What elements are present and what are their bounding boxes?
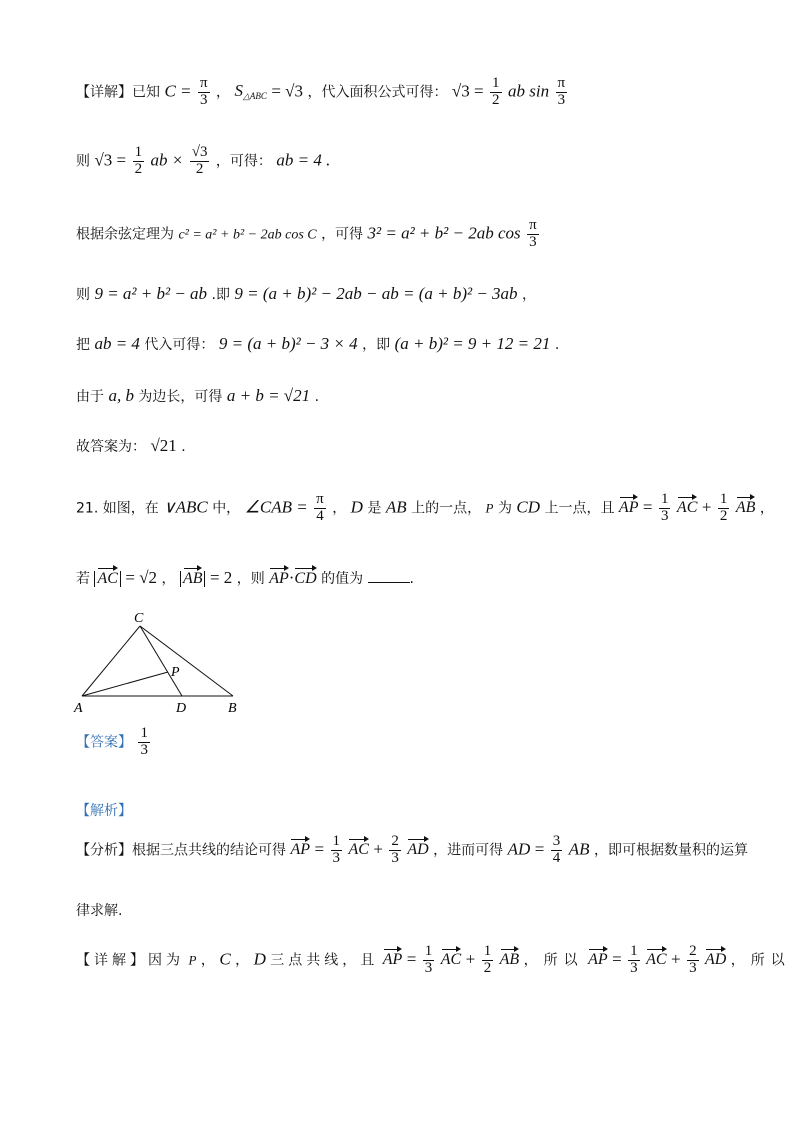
area-symbol: $S_{\triangle ABC}$ — [234, 81, 267, 102]
detail-line-1: 【详解】已知 C = $\frac{\pi}{3}$ ， $S_{\triangle ABC} = √3$ ，代入面积公式可得： √3 = $\frac{1}{2}$ ab sin $\frac{\pi}{3}$ — [76, 75, 566, 108]
segment-cb — [140, 626, 233, 696]
pi-over-3: $\frac{\pi}{3}$ — [199, 75, 208, 108]
analysis-line — [76, 800, 132, 820]
label-d: D — [176, 701, 187, 716]
label-p: P — [171, 665, 180, 680]
ab-result: ab = 4 . — [276, 150, 331, 170]
area-value: = √3 — [271, 81, 303, 101]
label-a: A — [74, 701, 83, 716]
detail-line-2: 则 √3 = $\frac{1}{2}$ ab × $\frac{√3}{2}$ ，可得： ab = 4 . — [76, 144, 331, 177]
answer-label: 【答案】 — [76, 734, 132, 751]
detail-line-3: 根据余弦定理为 c² = a² + b² − 2ab cos C ，可得 3² = a² + b² − 2ab cos $\frac{\pi}{3}$ — [76, 217, 537, 250]
detail-line-6: 由于 a, b 为边长，可得 a + b = √21 . — [76, 386, 320, 405]
question-number: 21. 如图，在 — [76, 500, 159, 517]
answer-line — [76, 726, 152, 759]
triangle-figure — [70, 608, 260, 718]
fenxi-line-2: 律求解. — [76, 903, 123, 919]
pi-over-3-b: $\frac{\pi}{3}$ — [557, 75, 566, 108]
question-21: 21. 如图，在 ∨ABC 中， ∠CAB = $\frac{\pi}{4}$ ， D 是 AB 上的一点， P 为 CD 上一点，且 AP = $\frac{1}{3}$ AC + $\frac{1}{2}$ AB ， — [76, 491, 774, 524]
answer-blank — [368, 570, 410, 583]
segment-ap — [82, 672, 168, 696]
final-answer: √21 — [150, 436, 177, 455]
answer-fraction: $\frac{1}{3}$ — [140, 725, 148, 758]
analysis-label: 【解析】 — [76, 803, 132, 819]
c-equals: C = — [164, 81, 192, 101]
detail-line-5: 把 ab = 4 代入可得： 9 = (a + b)² − 3 × 4 ，即 (a + b)² = 9 + 12 = 21 . — [76, 334, 560, 353]
segment-cd — [140, 626, 182, 696]
final-answer-line: 故答案为： √21 . — [76, 436, 186, 455]
question-21-cont: 若 AC = √2 ， AB = 2 ，则 AP·CD 的值为 . — [76, 568, 414, 587]
segment-ca — [82, 626, 140, 696]
law-of-cosines: c² = a² + b² − 2ab cos C — [178, 227, 317, 243]
half-fraction: $\frac{1}{2}$ — [492, 75, 500, 108]
detail-label: 【详解】已知 — [76, 84, 160, 101]
fenxi-line: 【分析】根据三点共线的结论可得 AP = $\frac{1}{3}$ AC + $\frac{2}{3}$ AD ，进而可得 AD = $\frac{3}{4}$ AB ，即可根据数量积的运算 — [76, 833, 748, 866]
detail2-line: 【详解】因为 P ， C ， D 三点共线，且 AP = $\frac{1}{3}$ AC + $\frac{1}{2}$ AB ，所以 AP = $\frac{1}{3}$ AC + $\frac{2}{3}$ AD ，所以 — [76, 943, 791, 976]
area-formula-mid: ab sin — [507, 81, 550, 101]
label-c: C — [134, 611, 144, 626]
area-formula-left: √3 = — [451, 81, 484, 101]
detail-line-4: 则 9 = a² + b² − ab .即 9 = (a + b)² − 2ab − ab = (a + b)² − 3ab ， — [76, 284, 537, 303]
label-b: B — [228, 701, 237, 716]
